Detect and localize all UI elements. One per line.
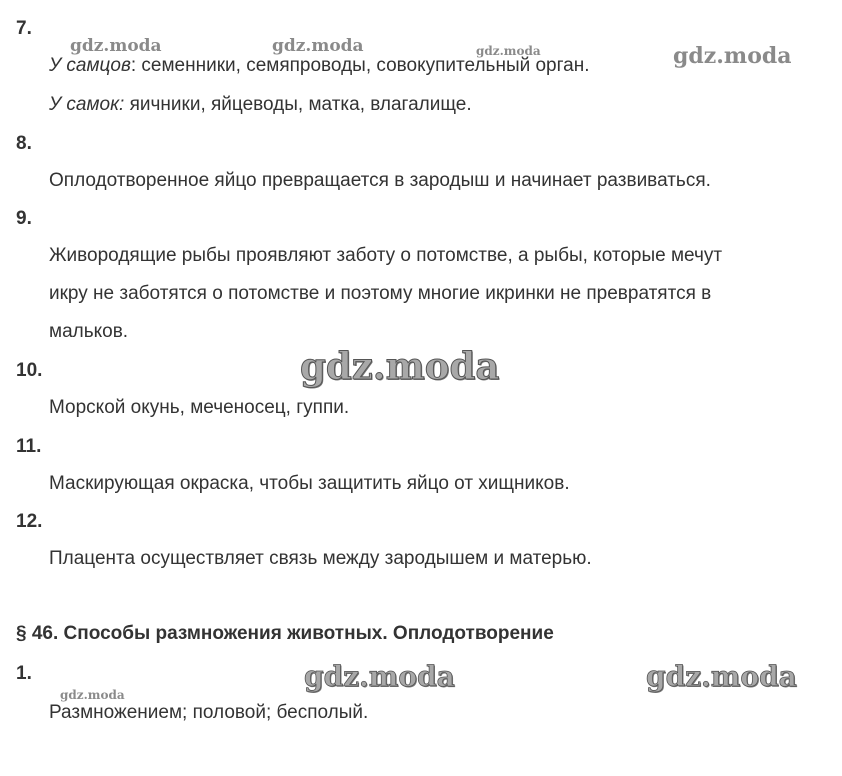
watermark: gdz.moda xyxy=(60,688,125,702)
answer-7-males-text: : семенники, семяпроводы, совокупительный орган. xyxy=(130,55,590,76)
watermark: gdz.moda xyxy=(304,660,455,693)
answer-7-females-label: У самок: xyxy=(49,94,125,115)
section-answer-number-1: 1. xyxy=(16,663,32,684)
answer-8-text: Оплодотворенное яйцо превращается в зародыш и начинает развиваться. xyxy=(49,170,711,191)
watermark: gdz.moda xyxy=(673,43,792,69)
answer-7-females xyxy=(49,89,472,121)
answer-number-12: 12. xyxy=(16,511,43,532)
answer-9-line-2: икру не заботятся о потомстве и поэтому многие икринки не превратятся в xyxy=(49,283,712,304)
answer-11-text: Маскирующая окраска, чтобы защитить яйцо от хищников. xyxy=(49,473,570,494)
answer-7-males-label: У самцов xyxy=(49,55,131,76)
answer-number-9: 9. xyxy=(16,208,32,229)
answer-10-text: Морской окунь, меченосец, гуппи. xyxy=(49,397,350,418)
watermark: gdz.moda xyxy=(300,344,500,388)
watermark: gdz.moda xyxy=(646,660,797,693)
watermark: gdz.moda xyxy=(272,36,364,56)
watermark: gdz.moda xyxy=(70,36,162,56)
answer-7-males xyxy=(49,50,589,82)
section-answer-1-text: Размножением; половой; бесполый. xyxy=(49,702,369,723)
answer-number-7: 7. xyxy=(16,18,32,39)
answer-9-line-1: Живородящие рыбы проявляют заботу о потомстве, а рыбы, которые мечут xyxy=(49,245,723,266)
answer-number-10: 10. xyxy=(16,360,43,381)
answer-9-line-3: мальков. xyxy=(49,321,129,342)
answer-12-text: Плацента осуществляет связь между зародышем и матерью. xyxy=(49,548,592,569)
answer-number-8: 8. xyxy=(16,133,32,154)
answer-number-11: 11. xyxy=(16,436,42,457)
answer-7-females-text: яичники, яйцеводы, матка, влагалище. xyxy=(124,94,472,115)
watermark: gdz.moda xyxy=(476,44,541,58)
section-title: § 46. Способы размножения животных. Оплодотворение xyxy=(16,623,554,644)
